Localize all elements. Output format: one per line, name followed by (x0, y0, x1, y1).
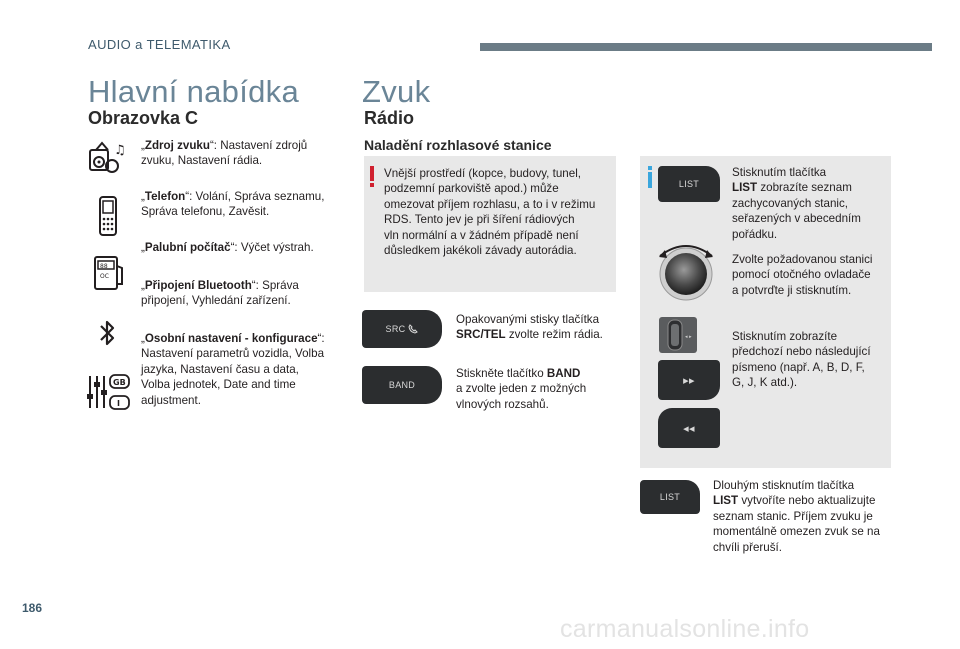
scroll-wheel-icon[interactable] (658, 316, 698, 354)
main-menu-title: Hlavní nabídka (88, 74, 299, 109)
step-band-text: Stiskněte tlačítko BAND a zvolte jeden z možných vlnových rozsahů. (456, 367, 587, 411)
bluetooth-icon (98, 318, 116, 348)
settings-sliders-icon (86, 372, 132, 412)
svg-text:♫: ♫ (114, 143, 126, 158)
header-bar (480, 43, 932, 51)
list-button[interactable]: LIST (658, 166, 720, 202)
watermark: carmanualsonline.info (560, 615, 810, 643)
trip-computer-icon (92, 254, 126, 292)
audio-source-icon (88, 140, 128, 176)
item-bluetooth: „Připojení Bluetooth“: Správa připojení, Vyhledání zařízení. (141, 279, 299, 308)
warning-text: Vnější prostředí (kopce, budovy, tunel, podzemní parkoviště apod.) může omezovat příjem rozhlasu, a to i v režimu RDS. Tento jev je při šíření rádiových vln normální a v žádném případě není důsledkem jakékoli závady autorádia. (384, 167, 596, 258)
item-audio-source: „Zdroj zvuku“: Nastavení zdrojů zvuku, Nastavení rádia. (141, 139, 308, 168)
info-knob-text: Zvolte požadovanou stanici pomocí otočného ovladače a potvrďte ji stisknutím. (732, 253, 873, 297)
rotary-knob-icon[interactable] (652, 238, 720, 306)
warning-box (364, 156, 616, 292)
src-tel-button[interactable]: SRC (362, 310, 442, 348)
svg-text:◂ ▸: ◂ ▸ (685, 334, 692, 340)
info-list-text: Stisknutím tlačítka LIST zobrazíte seznam zachycovaných stanic, seřazených v abecedním pořádku. (732, 166, 861, 241)
long-press-text: Dlouhým stisknutím tlačítka LIST vytvoříte nebo aktualizujte seznam stanic. Příjem zvuku je momentálně omezen zvuk se na chvíli přeruší. (713, 479, 880, 554)
info-letter-text: Stisknutím zobrazíte předchozí nebo následující písmeno (např. A, B, D, F, G, J, K atd.). (732, 330, 871, 390)
next-button[interactable]: ▸▸ (658, 360, 720, 400)
screen-c-subtitle: Obrazovka C (88, 108, 199, 128)
sound-title: Zvuk (362, 74, 431, 109)
i-label: I (117, 399, 120, 408)
info-icon (645, 166, 655, 188)
item-trip-computer: „Palubní počítač“: Výčet výstrah. (141, 241, 314, 254)
band-button[interactable]: BAND (362, 366, 442, 404)
phone-icon (97, 195, 119, 237)
radio-subtitle: Rádio (364, 108, 415, 128)
step-src-text: Opakovanými stisky tlačítka SRC/TEL zvolte režim rádia. (456, 313, 603, 342)
svg-text:88: 88 (100, 263, 108, 270)
page-number: 186 (22, 601, 43, 615)
section-header: AUDIO a TELEMATIKA (88, 37, 231, 52)
previous-button[interactable]: ◂◂ (658, 408, 720, 448)
list-button-long-press[interactable]: LIST (640, 480, 700, 514)
item-personal-settings: „Osobní nastavení - konfigurace“: Nastavení parametrů vozidla, Volba jazyka, Nastavení času a data, Volba jednotek, Date and time adjustment. (141, 332, 325, 407)
svg-text:OC: OC (100, 273, 109, 280)
warning-icon (368, 166, 376, 188)
phone-handset-icon (408, 324, 418, 334)
item-phone: „Telefon“: Volání, Správa seznamu, Správa telefonu, Zavěsit. (141, 190, 325, 219)
gb-label: GB (113, 378, 126, 387)
tuning-section-title: Naladění rozhlasové stanice (364, 137, 552, 153)
